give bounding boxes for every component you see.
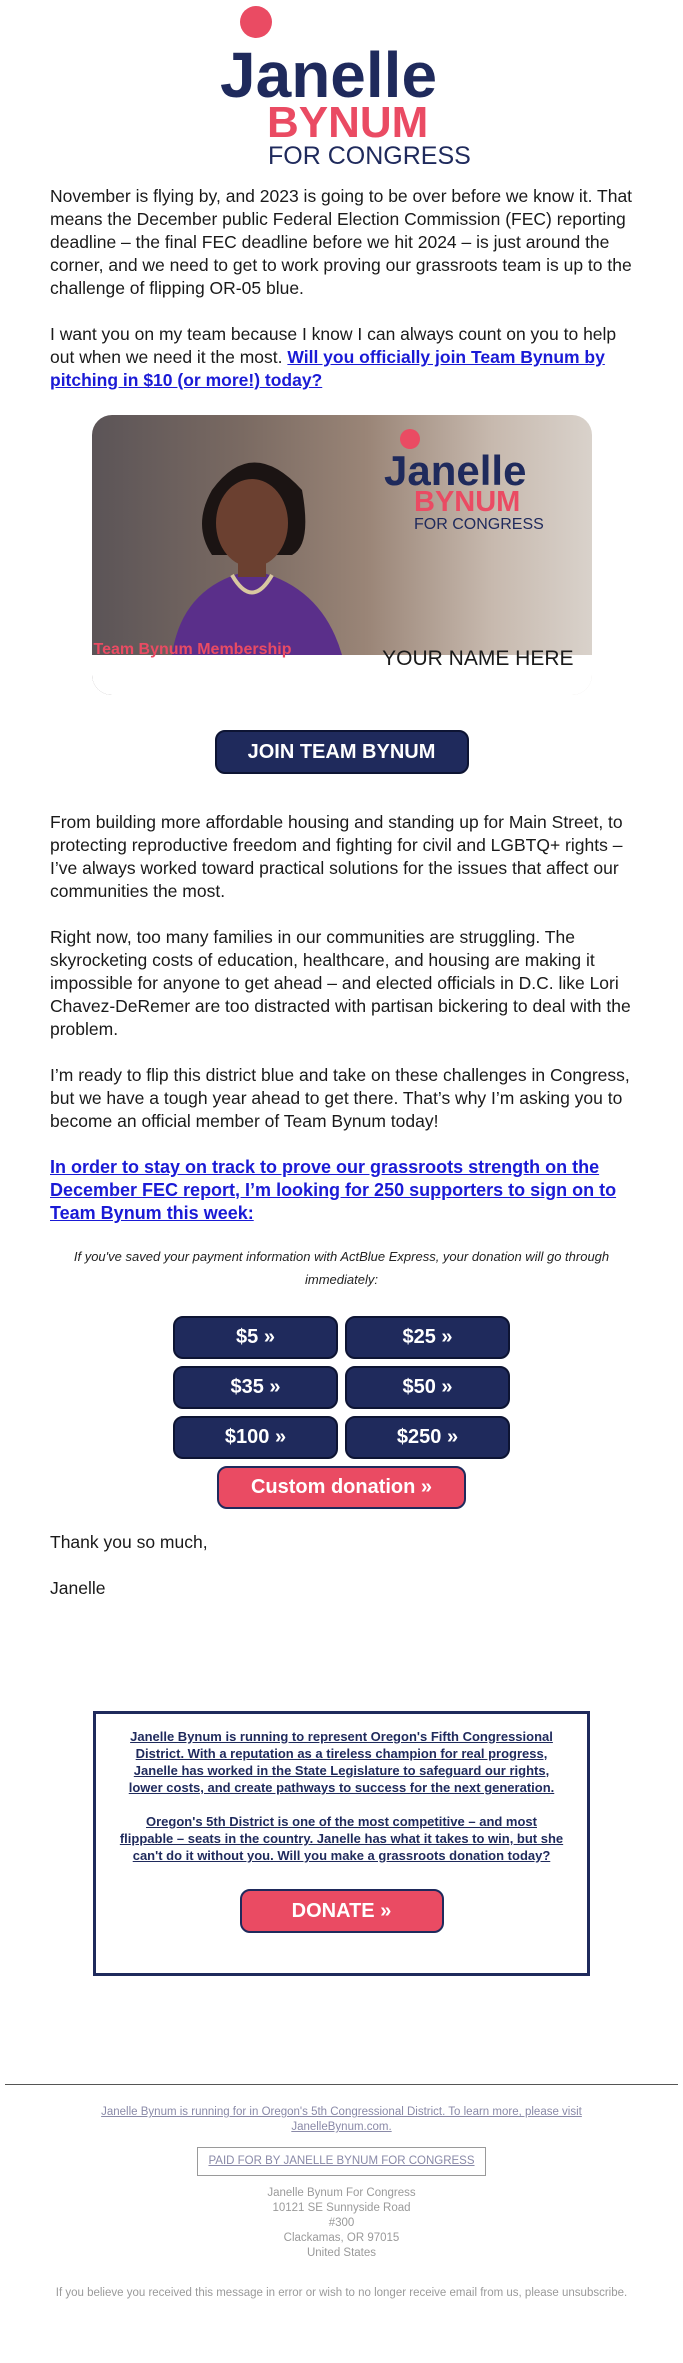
signoff-thanks: Thank you so much,: [50, 1532, 208, 1552]
card-name-placeholder: YOUR NAME HERE: [382, 647, 574, 670]
bio-box: [93, 1711, 590, 1976]
card-logo-last: BYNUM: [413, 486, 520, 518]
body-paragraph-5: I’m ready to flip this district blue and take on these challenges in Congress, but we have a tough year ahead to get there. That’s why I’m asking you to become an official member of Team Bynum today!: [50, 1065, 630, 1131]
card-membership-label: Team Bynum Membership: [93, 641, 292, 658]
address-line: Janelle Bynum For Congress: [267, 2187, 416, 2199]
donate-5-button[interactable]: $5 »: [173, 1316, 338, 1359]
logo-first-name: Janelle: [219, 39, 437, 111]
address-line: 10121 SE Sunnyside Road: [272, 2202, 411, 2214]
donate-250-button[interactable]: $250 »: [345, 1416, 510, 1459]
donation-grid: [0, 1316, 683, 1459]
donate-100-button[interactable]: $100 »: [173, 1416, 338, 1459]
join-team-button[interactable]: JOIN TEAM BYNUM: [215, 730, 469, 774]
card-logo: [382, 425, 552, 535]
logo-tagline: FOR CONGRESS: [267, 142, 471, 170]
cta-link[interactable]: In order to stay on track to prove our grassroots strength on the December FEC report, I’m looking for 250 supporters to sign on to Team Bynum this week:: [50, 1157, 617, 1223]
campaign-logo: [0, 0, 683, 175]
body-paragraph-3: From building more affordable housing and standing up for Main Street, to protecting reproductive freedom and fighting for civil and LGBTQ+ rights – I’ve always worked toward practical solutions for the issues that affect our communities the most.: [50, 812, 623, 901]
intro-paragraph-1: November is flying by, and 2023 is going to be over before we know it. That means the December public Federal Election Commission (FEC) reporting deadline – the final FEC deadline before we hit 2024 – is just around the corner, and we need to get to work proving our grassroots team is up to the challenge of flipping OR-05 blue.: [50, 186, 633, 298]
footer-running-link[interactable]: Janelle Bynum is running for in Oregon's 5th Congressional District. To learn more, please visit JanelleBynum.com.: [101, 2106, 582, 2133]
membership-card-image[interactable]: [92, 415, 592, 695]
portrait-illustration: [152, 435, 352, 655]
logo-dot: [240, 6, 272, 38]
bio-paragraph-2[interactable]: Oregon's 5th District is one of the most competitive – and most flippable – seats in the country. Janelle has what it takes to win, but she can't do it without you. Will you make a grassroots donation today?: [119, 1814, 564, 1863]
donate-button[interactable]: DONATE »: [240, 1889, 444, 1933]
card-logo-first: Janelle: [383, 447, 526, 494]
address-line: United States: [306, 2247, 377, 2259]
unsubscribe-notice[interactable]: If you believe you received this message in error or wish to no longer receive email from us, please unsubscribe.: [55, 2287, 628, 2299]
custom-donation-button[interactable]: Custom donation »: [217, 1466, 466, 1509]
logo-graphic: [212, 0, 472, 170]
address-line: #300: [328, 2217, 355, 2229]
intro-paragraph-2-text: I want you on my team because I know I can always count on you to help out when we need it the most.: [50, 324, 617, 367]
paid-for-notice[interactable]: PAID FOR BY JANELLE BYNUM FOR CONGRESS: [197, 2147, 485, 2176]
bio-paragraph-1[interactable]: Janelle Bynum is running to represent Oregon's Fifth Congressional District. With a reputation as a tireless champion for real progress, Janelle has worked in the State Legislature to safeguard our rights, lower costs, and create pathways to success for the next generation.: [128, 1729, 555, 1795]
address-line: Clackamas, OR 97015: [283, 2232, 400, 2244]
signoff-name: Janelle: [50, 1578, 106, 1598]
card-logo-tagline: FOR CONGRESS: [413, 516, 544, 533]
donate-25-button[interactable]: $25 »: [345, 1316, 510, 1359]
actblue-note: If you've saved your payment information with ActBlue Express, your donation will go through immediately:: [73, 1249, 610, 1287]
join-team-link[interactable]: Will you officially join Team Bynum by pitching in $10 (or more!) today?: [50, 347, 605, 390]
donate-35-button[interactable]: $35 »: [173, 1366, 338, 1409]
intro-paragraph-2: [50, 323, 633, 392]
donate-50-button[interactable]: $50 »: [345, 1366, 510, 1409]
body-paragraph-4: Right now, too many families in our communities are struggling. The skyrocketing costs of education, healthcare, and housing are making it impossible for anyone to get ahead – and elected officials in D.C. like Lori Chavez-DeRemer are too distracted with partisan bickering to deal with the problem.: [50, 927, 631, 1039]
logo-last-name: BYNUM: [266, 98, 428, 147]
footer-address: [0, 2186, 683, 2261]
